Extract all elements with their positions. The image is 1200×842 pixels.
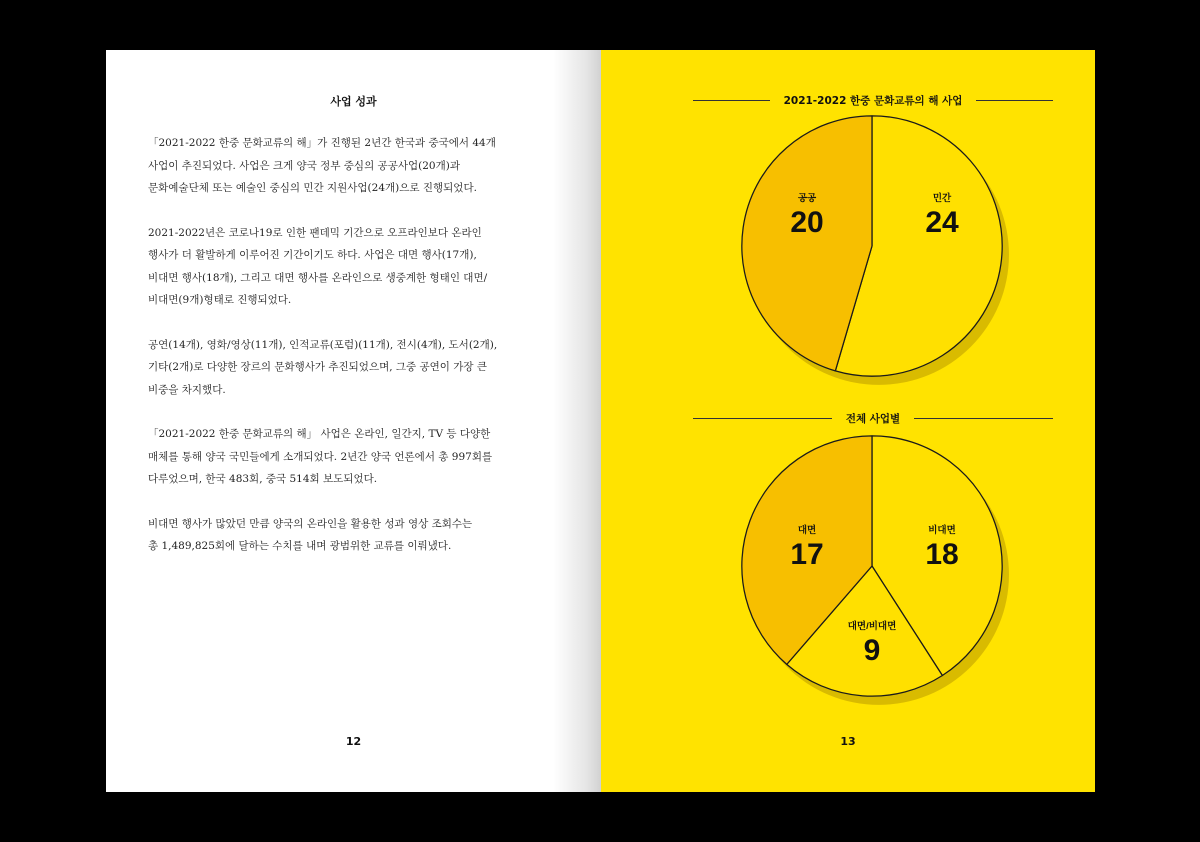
text-line: 매체를 통해 양국 국민들에게 소개되었다. 2년간 양국 언론에서 총 997회를 [148, 450, 493, 463]
heading-rule-right [976, 100, 1053, 101]
slice-name: 민간 [932, 193, 952, 204]
text-line: 비대면 행사(18개), 그리고 대면 행사를 온라인으로 생중계한 형태인 대면/ [148, 271, 488, 284]
slice-label-online [925, 522, 958, 572]
page-number-right: 13 [840, 735, 856, 748]
text-line: 행사가 더 활발하게 이루어진 기간이기도 하다. 사업은 대면 행사(17개), [148, 249, 477, 261]
text-line: 비중을 차지했다. [148, 383, 226, 396]
text-line: 총 1,489,825회에 달하는 수치를 내며 광범위한 교류를 이뤄냈다. [148, 540, 452, 552]
slice-label-hybrid [848, 618, 897, 668]
paragraph [148, 513, 568, 558]
text-line: 기타(2개)로 다양한 장르의 문화행사가 추진되었으며, 그중 공연이 가장 큰 [148, 361, 488, 373]
page-number-left: 12 [345, 735, 362, 748]
slice-name: 공공 [797, 193, 817, 204]
slice-name: 대면/비대면 [847, 621, 897, 632]
pie-chart-1-svg [736, 110, 1008, 382]
pie-chart-event-format [736, 430, 1008, 702]
slice-value: 17 [790, 538, 824, 571]
heading-rule-left [693, 418, 832, 419]
heading-rule-right [914, 418, 1053, 419]
chart-2-title: 전체 사업별 [845, 412, 901, 425]
right-page [601, 50, 1095, 792]
text-line: 「2021-2022 한중 문화교류의 해」가 진행된 2년간 한국과 중국에서 44개 [148, 137, 496, 149]
chart-1-title: 2021-2022 한중 문화교류의 해 사업 [783, 94, 963, 107]
text-line: 다루었으며, 한국 483회, 중국 514회 보도되었다. [148, 473, 378, 485]
chart-2-heading [693, 410, 1053, 426]
paragraph [148, 132, 568, 200]
text-line: 「2021-2022 한중 문화교류의 해」 사업은 온라인, 일간지, TV 등 다양한 [148, 428, 491, 440]
slice-value: 9 [863, 634, 881, 667]
slice-value: 20 [790, 206, 824, 239]
slice-label-in-person [790, 522, 823, 572]
slice-name: 비대면 [928, 525, 956, 536]
slice-name: 대면 [797, 525, 817, 536]
text-line: 비대면 행사가 많았던 만큼 양국의 온라인을 활용한 성과 영상 조회수는 [148, 517, 473, 530]
left-page [106, 50, 601, 792]
body-text [148, 132, 568, 580]
slice-value: 18 [925, 538, 959, 571]
chart-1-heading [693, 92, 1053, 108]
text-line: 2021-2022년은 코로나19로 인한 팬데믹 기간으로 오프라인보다 온라인 [148, 226, 482, 239]
pie-chart-project-type [736, 110, 1008, 382]
paragraph [148, 222, 568, 312]
paragraph [148, 423, 568, 491]
slice-value: 24 [925, 206, 959, 239]
slice-label-public [790, 190, 823, 240]
heading-rule-left [693, 100, 770, 101]
page-title: 사업 성과 [330, 95, 377, 108]
text-line: 문화예술단체 또는 예술인 중심의 민간 지원사업(24개)으로 진행되었다. [148, 182, 477, 194]
text-line: 공연(14개), 영화/영상(11개), 인적교류(포럼)(11개), 전시(4개), 도서(2개), [148, 338, 498, 351]
text-line: 사업이 추진되었다. 사업은 크게 양국 정부 중심의 공공사업(20개)과 [148, 159, 460, 172]
slice-label-private [925, 190, 958, 240]
text-line: 비대면(9개)형태로 진행되었다. [148, 294, 292, 306]
paragraph [148, 334, 568, 402]
